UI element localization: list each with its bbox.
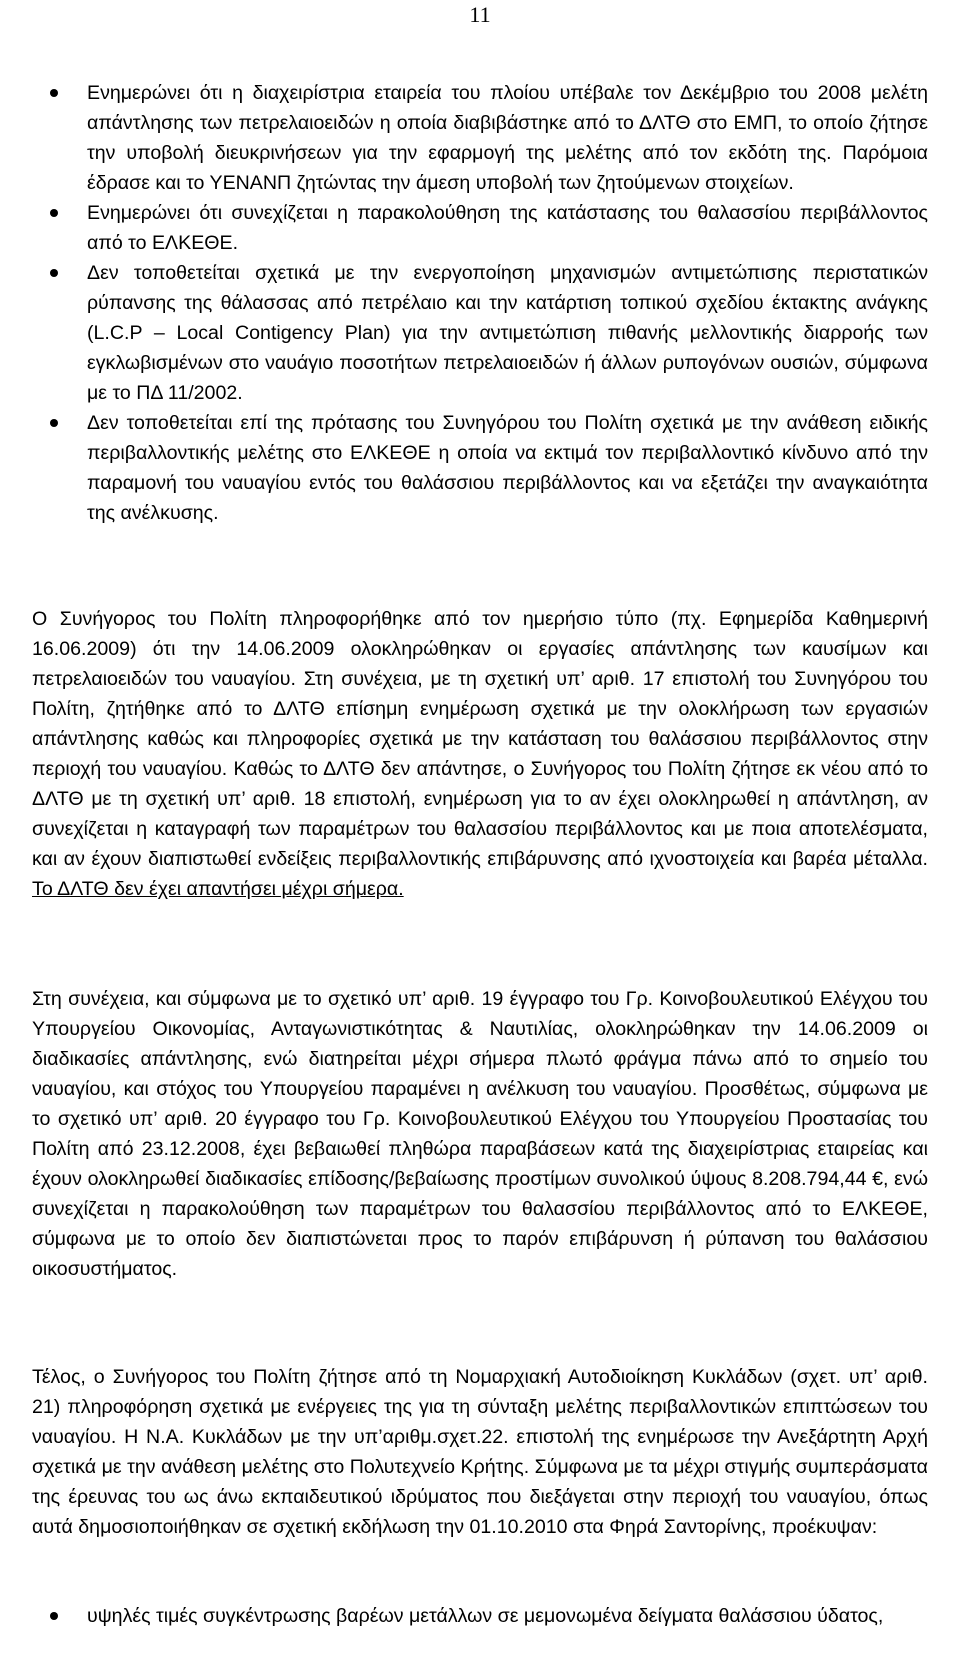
bullet-text: Δεν τοποθετείται επί της πρότασης του Συνηγόρου του Πολίτη σχετικά με την ανάθεση ειδικής περιβαλλοντικής μελέτης στο ΕΛΚΕΘΕ η οποία να εκτιμά τον περιβαλλοντικό κίνδυνο από την παραμονή του ναυαγίου εντός του θαλάσσιου περιβάλλοντος και να εξετάζει την αναγκαιότητα της ανέλκυσης. [87,412,928,524]
bullet-item [0,1601,960,1631]
bullet-text: Ενημερώνει ότι συνεχίζεται η παρακολούθηση της κατάστασης του θαλασσίου περιβάλλοντος από το ΕΛΚΕΘΕ. [87,202,928,254]
bullet-item [0,408,960,528]
bullet-dot-icon [50,209,58,217]
bullet-list [0,1601,960,1631]
bullet-text: Δεν τοποθετείται σχετικά με την ενεργοποίηση μηχανισμών αντιμετώπισης περιστατικών ρύπανσης της θάλασσας από πετρέλαιο και την κατάρτιση τοπικού σχεδίου έκτακτης ανάγκης (L.C.P – Local Contigency Plan) για την αντιμετώπιση πιθανής μελλοντικής διαρροής των εγκλωβισμένων στο ναυάγιο ποσοτήτων πετρελαιοειδών ή άλλων ρυπογόνων ουσιών, σύμφωνα με το ΠΔ 11/2002. [87,262,928,404]
bullet-item [0,258,960,408]
bullet-text: υψηλές τιμές συγκέντρωσης βαρέων μετάλλων σε μεμονωμένα δείγματα θαλάσσιου ύδατος, [87,1605,884,1627]
bullet-dot-icon [50,89,58,97]
page-number: 11 [469,2,491,27]
bullet-list [0,78,960,528]
paragraph: Τέλος, ο Συνήγορος του Πολίτη ζήτησε από τη Νομαρχιακή Αυτοδιοίκηση Κυκλάδων (σχετ. υπ’ αριθ. 21) πληροφόρηση σχετικά με ενέργειες της για τη σύνταξη μελέτης περιβαλλοντικών επιπτώσεων του ναυαγίου. Η Ν.Α. Κυκλάδων με την υπ’αριθμ.σχετ.22. επιστολή της ενημέρωσε την Ανεξάρτητη Αρχή σχετικά με την ανάθεση μελέτης στο Πολυτεχνείο Κρήτης. Σύμφωνα με τα μέχρι στιγμής συμπεράσματα της έρευνας του ως άνω εκπαιδευτικού ιδρύματος που διεξάγεται στην περιοχή του ναυαγίου, όπως αυτά δημοσιοποιήθηκαν σε σχετική εκδήλωση την 01.10.2010 στα Φηρά Σαντορίνης, προέκυψαν: [32,1366,928,1538]
bullet-item [0,78,960,198]
underlined-statement: Το ΔΛΤΘ δεν έχει απαντήσει μέχρι σήμερα. [32,878,404,900]
paragraph: Στη συνέχεια, και σύμφωνα με το σχετικό υπ’ αριθ. 19 έγγραφο του Γρ. Κοινοβουλευτικού Ελέγχου του Υπουργείου Οικονομίας, Ανταγωνιστικότητας & Ναυτιλίας, ολοκληρώθηκαν την 14.06.2009 οι διαδικασίες απάντλησης, ενώ διατηρείται μέχρι σήμερα πλωτό φράγμα πάνω από το σημείο του ναυαγίου, και στόχος του Υπουργείου παραμένει η ανέλκυση του ναυαγίου. Προσθέτως, σύμφωνα με το σχετικό υπ’ αριθ. 20 έγγραφο του Γρ. Κοινοβουλευτικού Ελέγχου του Υπουργείου Προστασίας του Πολίτη από 23.12.2008, έχει βεβαιωθεί πληθώρα παραβάσεων κατά της διαχειρίστριας εταιρείας και έχουν ολοκληρωθεί διαδικασίες επίδοσης/βεβαίωσης προστίμων συνολικού ύψους 8.208.794,44 €, ενώ συνεχίζεται η παρακολούθηση των παραμέτρων του θαλασσίου περιβάλλοντος από το ΕΛΚΕΘΕ, σύμφωνα με το οποίο δεν διαπιστώνεται προς το παρόν επιβάρυνση ή ρύπανση του θαλάσσιου οικοσυστήματος. [32,988,928,1280]
bullet-dot-icon [50,269,58,277]
paragraph-text: Ο Συνήγορος του Πολίτη πληροφορήθηκε από τον ημερήσιο τύπο (πχ. Εφημερίδα Καθημερινή 16.06.2009) ότι την 14.06.2009 ολοκληρώθηκαν οι εργασίες απάντλησης των καυσίμων και πετρελαιοειδών του ναυαγίου. Στη συνέχεια, με τη σχετική υπ’ αριθ. 17 επιστολή του Συνηγόρου του Πολίτη, ζητήθηκε από το ΔΛΤΘ επίσημη ενημέρωση σχετικά με την ολοκλήρωση των εργασιών απάντλησης καθώς και πληροφορίες σχετικά με την κατάσταση του θαλάσσιου περιβάλλοντος στην περιοχή του ναυαγίου. Καθώς το ΔΛΤΘ δεν απάντησε, ο Συνήγορος του Πολίτη ζήτησε εκ νέου από το ΔΛΤΘ με τη σχετική υπ’ αριθ. 18 επιστολή, ενημέρωση για το αν έχει ολοκληρωθεί η απάντληση, αν συνεχίζεται η καταγραφή των παραμέτρων του θαλασσίου περιβάλλοντος και με ποια αποτελέσματα, και αν έχουν διαπιστωθεί ενδείξεις περιβαλλοντικής επιβάρυνσης από ιχνοστοιχεία και βαρέα μέταλλα. [32,608,928,870]
bullet-text: Ενημερώνει ότι η διαχειρίστρια εταιρεία του πλοίου υπέβαλε τον Δεκέμβριο του 2008 μελέτη απάντλησης των πετρελαιοειδών η οποία διαβιβάστηκε από το ΔΛΤΘ στο ΕΜΠ, το οποίο ζήτησε την υποβολή διευκρινήσεων για την εφαρμογή της μελέτης από τον εκδότη της. Παρόμοια έδρασε και το ΥΕΝΑΝΠ ζητώντας την άμεση υποβολή των ζητούμενων στοιχείων. [87,82,928,194]
bullet-item [0,198,960,258]
bullet-dot-icon [50,419,58,427]
bullet-dot-icon [50,1612,58,1620]
paragraph [32,604,928,904]
